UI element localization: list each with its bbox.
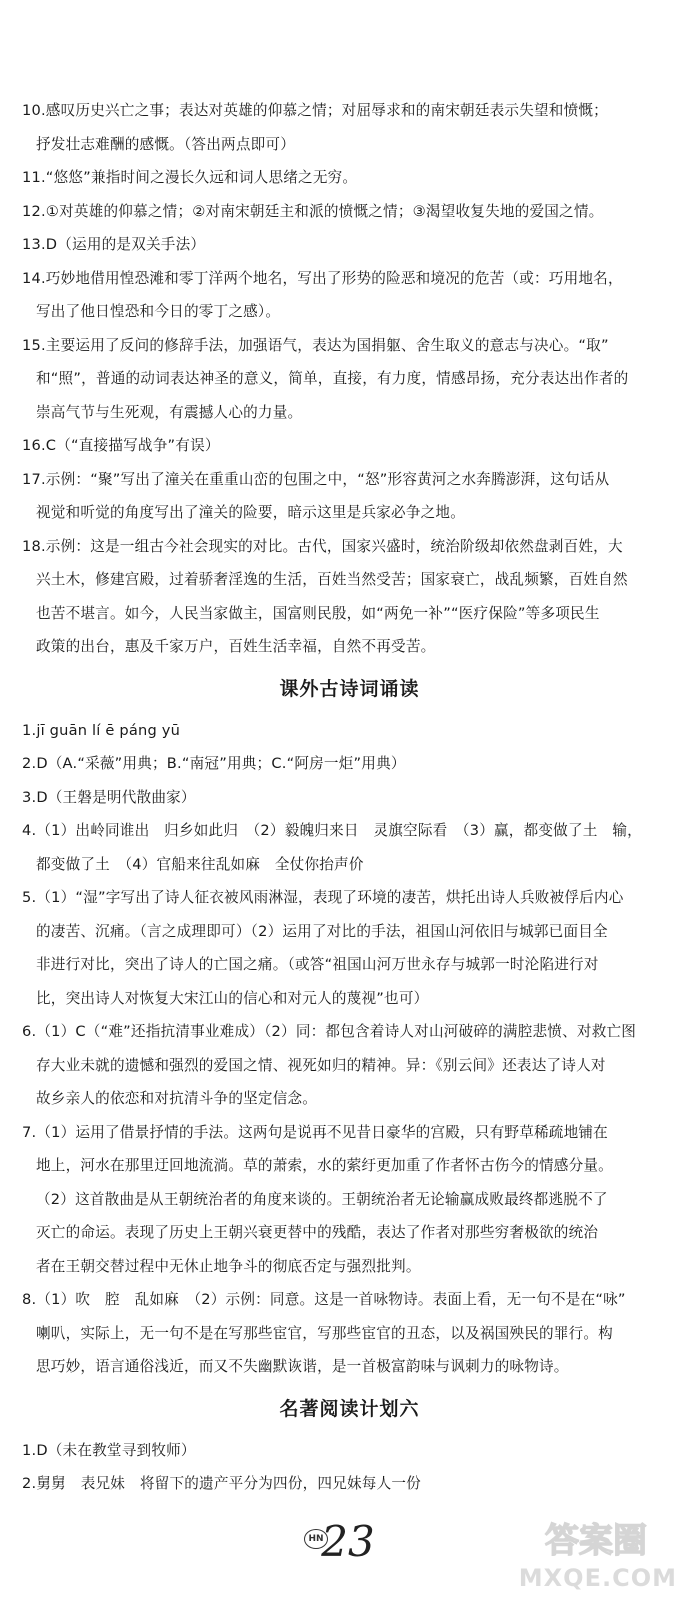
answer-item-15: 15.主要运用了反问的修辞手法，加强语气，表达为国捐躯、舍生取义的意志与决心。“取” 和“照”，普通的动词表达神圣的意义，简单，直接，有力度，情感昂扬，充分表达出作者的 崇高气节与生死观，有震撼人心的力量。 <box>22 336 629 421</box>
answer-item-13: 13.D（运用的是双关手法） <box>22 236 206 253</box>
page-badge-icon: HN <box>304 1529 328 1549</box>
answer-item-10: 10.感叹历史兴亡之事；表达对英雄的仰慕之情；对屈辱求和的南宋朝廷表示失望和愤慨； 抒发壮志难酬的感慨。（答出两点即可） <box>22 102 608 153</box>
answer-item-16: 16.C（“直接描写战争”有误） <box>22 437 220 454</box>
section-title-classics: 名著阅读计划六 <box>279 1397 420 1420</box>
poetry-answer-3: 3.D（王磐是明代散曲家） <box>22 788 196 806</box>
classics-answers <box>22 1434 677 1501</box>
classics-answer-2: 2.舅舅 表兄妹 将留下的遗产平分为四份，四兄妹每人一份 <box>22 1475 421 1492</box>
answers-part1 <box>22 94 677 664</box>
answer-item-14: 14.巧妙地借用惶恐滩和零丁洋两个地名，写出了形势的险恶和境况的危苦（或：巧用地名， 写出了他日惶恐和今日的零丁之感）。 <box>22 269 623 320</box>
watermark-logo-icon <box>521 1514 671 1562</box>
answer-item-11: 11.“悠悠”兼指时间之漫长久远和词人思绪之无穷。 <box>22 169 358 186</box>
classics-answer-1: 1.D（未在教堂寻到牧师） <box>22 1441 196 1459</box>
poetry-answer-8: 8.（1）吹 腔 乱如麻 （2）示例：同意。这是一首咏物诗。表面上看，无一句不是在“咏” 喇叭，实际上，无一句不是在写那些宦官，写那些宦官的丑态，以及祸国殃民的罪行。构 思巧妙，语言通俗浅近，而又不失幽默诙谐，是一首极富韵味与讽刺力的咏物诗。 <box>22 1291 626 1375</box>
poetry-answer-4: 4.（1）出岭同谁出 归乡如此归 （2）毅魄归来日 灵旗空际看 （3）赢，都变做了土 输， 都变做了土 （4）官船来往乱如麻 全仗你抬声价 <box>22 822 642 873</box>
poetry-answer-1: 1.jī guān lí ē páng yū <box>22 721 181 739</box>
section-title-extra-poetry: 课外古诗词诵读 <box>279 677 420 700</box>
answer-item-17: 17.示例：“聚”写出了潼关在重重山峦的包围之中，“怒”形容黄河之水奔腾澎湃，这句话从 视觉和听觉的角度写出了潼关的险要，暗示这里是兵家必争之地。 <box>22 470 610 521</box>
answer-content <box>22 94 677 1501</box>
page-number: 23 <box>321 1517 375 1566</box>
watermark-text: MXQE.COM <box>518 1564 677 1592</box>
poetry-answer-6: 6.（1）C（“难”还指抗清事业难成）（2）同：都包含着诗人对山河破碎的满腔悲愤、对救亡图 存大业未就的遗憾和强烈的爱国之情、视死如归的精神。异：《别云间》还表达了诗人对 故乡亲人的依恋和对抗清斗争的坚定信念。 <box>22 1023 637 1107</box>
watermark <box>477 1512 677 1592</box>
answer-item-18: 18.示例：这是一组古今社会现实的对比。古代，国家兴盛时，统治阶级却依然盘剥百姓，大 兴土木，修建宫殿，过着骄奢淫逸的生活，百姓当然受苦；国家衰亡，战乱频繁，百姓自然 也苦不堪言。如今，人民当家做主，国富则民殷，如“两免一补”“医疗保险”等多项民生 政策的出台，惠及千家万户，百姓生活幸福，自然不再受苦。 <box>22 537 628 655</box>
answer-item-12: 12.①对英雄的仰慕之情；②对南宋朝廷主和派的愤慨之情；③渴望收复失地的爱国之情。 <box>22 202 604 220</box>
extra-poetry-answers <box>22 714 677 1384</box>
poetry-answer-7: 7.（1）运用了借景抒情的手法。这两句是说再不见昔日豪华的宫殿，只有野草稀疏地铺在 地上，河水在那里迂回地流淌。草的萧索，水的萦纡更加重了作者怀古伤今的情感分量。 （2）这首散曲是从王朝统治者的角度来谈的。王朝统治者无论输赢成败最终都逃脱不了 灭亡的命运。表现了历史上王朝兴衰更替中的残酷，表达了作者对那些穷奢极欲的统治 者在王朝交替过程中无休止地争斗的彻底否定与强烈批判。 <box>22 1123 613 1275</box>
watermark-logo-text: 答案圈 <box>545 1521 647 1561</box>
poetry-answer-2: 2.D（A.“采薇”用典；B.“南冠”用典；C.“阿房一炬”用典） <box>22 755 406 772</box>
poetry-answer-5: 5.（1）“湿”字写出了诗人征衣被风雨淋湿，表现了环境的凄苦，烘托出诗人兵败被俘后内心 的凄苦、沉痛。（言之成理即可）（2）运用了对比的手法，祖国山河依旧与城郭已面目全 非进行对比，突出了诗人的亡国之痛。（或答“祖国山河万世永存与城郭一时沦陷进行对 比，突出诗人对恢复大宋江山的信心和对元人的蔑视”也可） <box>22 889 624 1007</box>
